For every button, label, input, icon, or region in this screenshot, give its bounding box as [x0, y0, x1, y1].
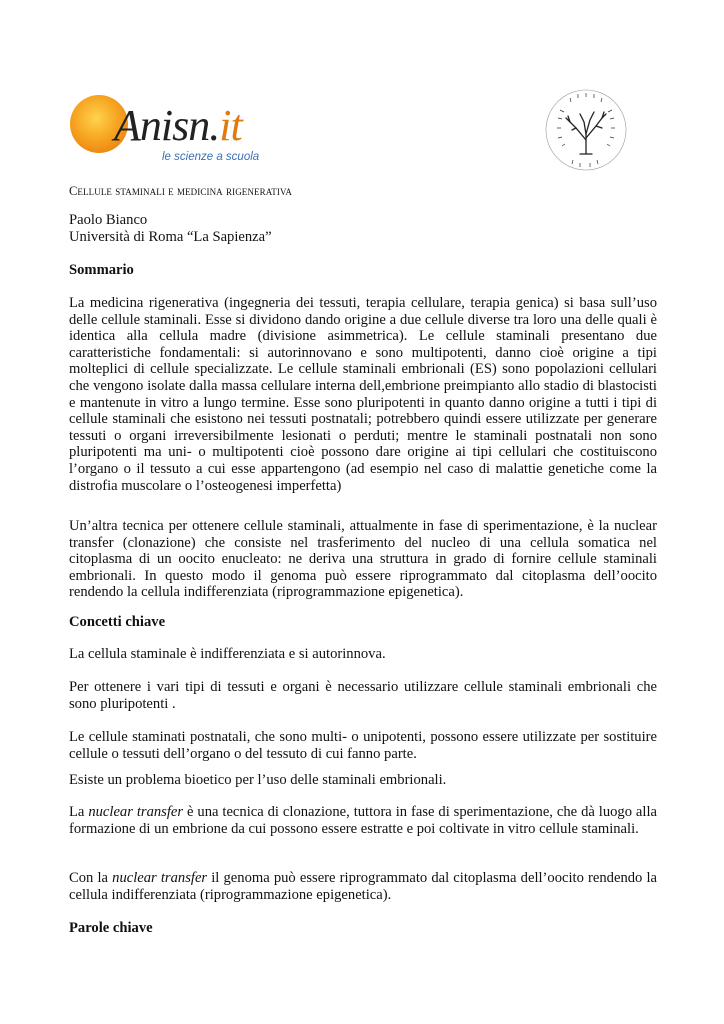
concept-5-post: è una tecnica di clonazione, tuttora in fase di sperimentazione, che dà luogo alla formazione di un embrione da cui possono essere estratte e poi coltivate in vitro cellule staminali.: [69, 804, 657, 837]
keywords-heading: Parole chiave: [69, 920, 153, 936]
concept-3: Le cellule staminati postnatali, che sono multi- o unipotenti, possono essere utilizzate per sostituire cellule o tessuti dell’organo o del tessuto di cui fanno parte.: [69, 729, 657, 762]
logo-tagline: le scienze a scuola: [162, 151, 260, 163]
summary-paragraph-1: La medicina rigenerativa (ingegneria dei tessuti, terapia cellulare, terapia genica) si basa sull’uso delle cellule staminali. Esse si dividono dando origine a due cellule diverse tra loro una delle quali è identica alla cellula madre (divisione asimmetrica). Le cellule staminali presentano due caratteristiche fondamentali: si autorinnovano e sono multipotenti, danno cioè origine a tipi molteplici di cellule specializzate. Le cellule staminali embrionali (ES) sono popolazioni cellulari che vengono isolate dalla massa cellulare interna dell,embrione preimpianto allo stadio di blastocisti e mantenute in vitro a lungo termine. Esse sono pluripotenti in quanto danno origine a tutti i tipi di cellule staminali che esistono nei tessuti postnatali; potrebbero quindi essere utilizzate per generare tessuti o organi irreversibilmente lesionati o perduti; mentre le staminali postnatali non sono pluripotenti ma uni- o multipotenti cioè possono dare origine ai tipi cellulari che costituiscono l’organo o il tessuto a cui esse appartengono (ad esempio nel caso di malattie genetiche come la distrofia muscolare o l’osteogenesi imperfetta): [69, 295, 657, 494]
concept-6-pre: Con la: [69, 870, 113, 886]
concept-4: Esiste un problema bioetico per l’uso delle staminali embrionali.: [69, 772, 447, 788]
concept-2: Per ottenere i vari tipi di tessuti e organi è necessario utilizzare cellule staminali embrionali che sono pluripotenti .: [69, 679, 657, 712]
author-affiliation: Università di Roma “La Sapienza”: [69, 229, 272, 245]
concept-6-post: il genoma può essere riprogrammato dal citoplasma dell’oocito rendendo la cellula indifferenziata (riprogrammazione epigenetica).: [69, 870, 658, 903]
logo-word-main: Anisn.: [114, 101, 220, 150]
concept-5-term: nuclear transfer: [88, 804, 184, 820]
summary-paragraph-2: Un’altra tecnica per ottenere cellule staminali, attualmente in fase di sperimentazione, è la nuclear transfer (clonazione) che consiste nel trasferimento del nucleo di una cellula somatica nel citoplasma di un oocito enucleato: ne deriva una struttura in grado di fornire cellule staminali embrionali. In questo modo il genoma può essere riprogrammato dal citoplasma dell’oocito rendendo la cellula indifferenziata (riprogrammazione epigenetica).: [69, 518, 657, 601]
concept-5-pre: La: [69, 804, 89, 820]
concept-1: La cellula staminale è indifferenziata e si autorinnova.: [69, 646, 386, 662]
document-title: Cellule staminali e medicina rigenerativa: [69, 184, 293, 198]
concept-6: [69, 870, 657, 903]
logo-wordmark: [114, 101, 242, 150]
summary-heading: Sommario: [69, 262, 134, 278]
tree-seal-icon: [540, 84, 632, 176]
concepts-heading: Concetti chiave: [69, 614, 166, 630]
concept-5: [69, 804, 657, 837]
author-name: Paolo Bianco: [69, 212, 148, 228]
concept-6-term: nuclear transfer: [112, 870, 208, 886]
association-seal: [540, 84, 632, 176]
anisn-logo: [66, 92, 266, 170]
logo-word-accent: it: [219, 101, 242, 150]
